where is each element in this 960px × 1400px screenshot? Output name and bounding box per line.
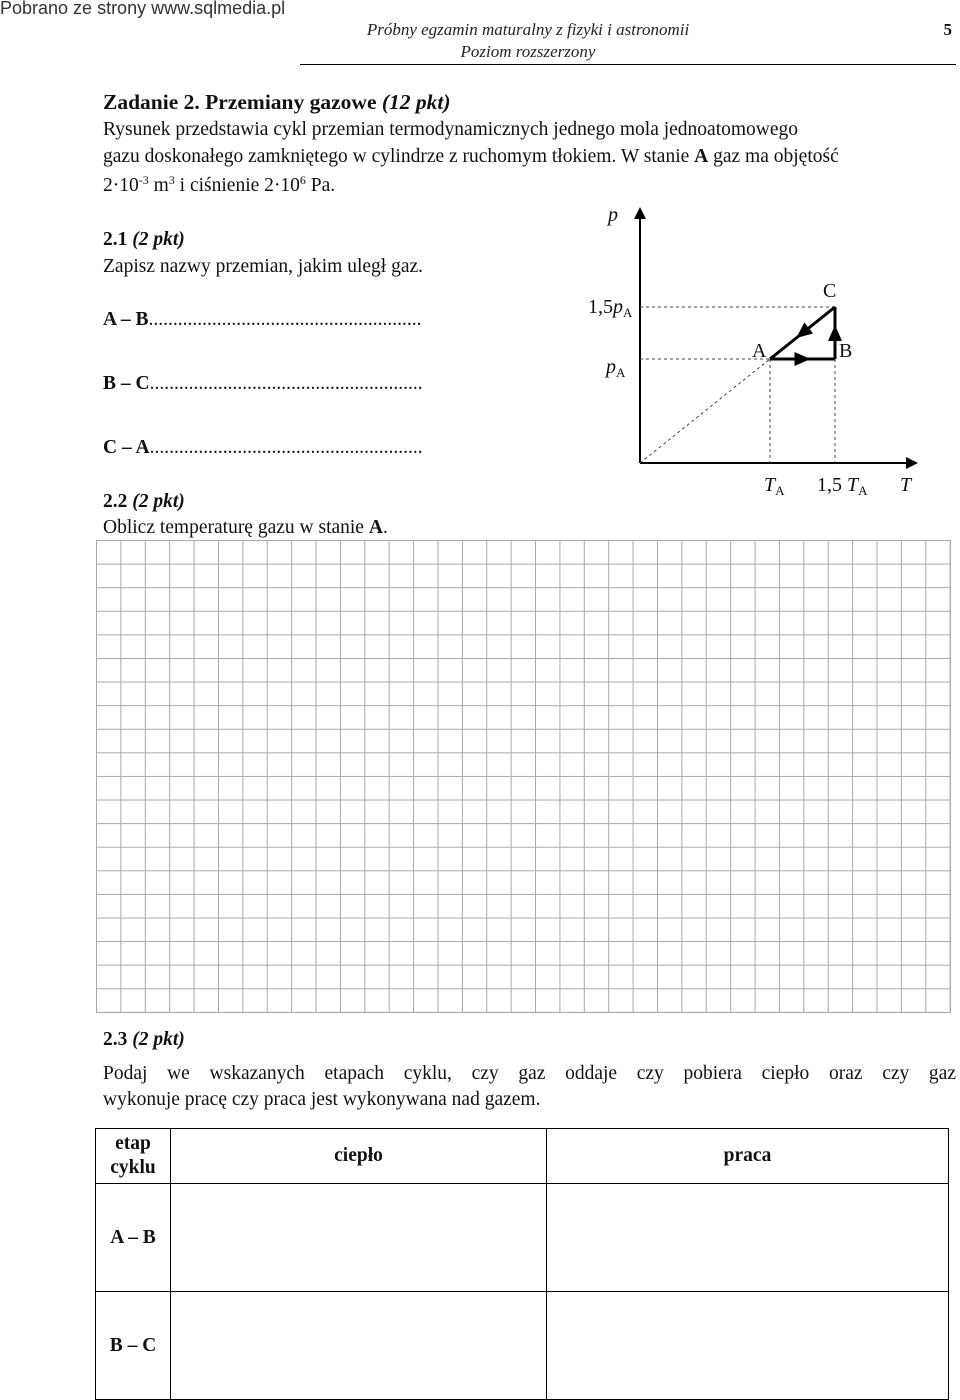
cell-work-b-c[interactable] — [547, 1292, 949, 1400]
point-label-a: A — [752, 340, 767, 362]
segment-a-b-arrow — [795, 352, 811, 366]
table-row — [96, 1184, 949, 1292]
tick-low-pressure: $p_A$ — [606, 356, 626, 380]
tick-temp-b: 1,5 $T_A$ — [817, 474, 868, 498]
row-stage-b-c: B – C — [96, 1292, 171, 1400]
header-divider — [300, 64, 956, 65]
subtask-2-3-points: (2 pkt) — [132, 1029, 185, 1050]
volume-unit-exponent: 3 — [168, 173, 175, 187]
segment-b-c-arrow — [828, 325, 842, 341]
task-title — [103, 92, 451, 114]
point-label-b: B — [839, 340, 853, 362]
volume-mantissa: 2·10 — [103, 175, 139, 196]
answer-line-c-a[interactable] — [103, 438, 423, 458]
diagram-labels — [588, 204, 913, 498]
answer-label-b-c: B – C — [103, 373, 150, 394]
subtask-2-3-line-2: wykonuje pracę czy praca jest wykonywana nad gazem. — [103, 1089, 541, 1110]
answer-grid[interactable] — [96, 540, 951, 1013]
intro-state-label: A — [694, 146, 709, 167]
subtask-2-2-points: (2 pkt) — [132, 491, 185, 512]
subtask-2-1-title — [103, 230, 185, 250]
cycle-path — [770, 307, 842, 366]
answer-label-c-a: C – A — [103, 437, 150, 458]
exam-level: Poziom rozszerzony — [460, 42, 596, 61]
answer-table — [95, 1128, 949, 1400]
p-axis-label: p — [608, 204, 618, 226]
cell-heat-a-b[interactable] — [171, 1184, 547, 1292]
subtask-2-2-instruction-end: . — [382, 517, 388, 538]
answer-line-a-b[interactable] — [103, 310, 422, 330]
page-number: 5 — [943, 20, 952, 39]
subtask-2-2-title — [103, 492, 185, 512]
subtask-2-3-number: 2.3 — [103, 1029, 133, 1050]
answer-line-b-c[interactable] — [103, 374, 423, 394]
intro-line-3 — [103, 173, 336, 196]
answer-dots-b-c: ........................................................ — [149, 373, 423, 394]
volume-unit: m — [148, 175, 169, 196]
source-watermark: Pobrano ze strony www.sqlmedia.pl — [0, 0, 286, 18]
row-stage-a-b: A – B — [96, 1184, 171, 1292]
t-axis-label: T — [900, 474, 912, 496]
task-title-text: Zadanie 2. Przemiany gazowe — [103, 90, 382, 114]
exam-title: Próbny egzamin maturalny z fizyki i astronomii — [366, 20, 690, 39]
cell-heat-b-c[interactable] — [171, 1292, 547, 1400]
header-heat: ciepło — [171, 1129, 547, 1184]
subtask-2-3-title — [103, 1030, 185, 1050]
point-label-c: C — [823, 280, 837, 302]
intro-line-2-end: gaz ma objętość — [708, 146, 839, 167]
pressure-unit: Pa. — [305, 175, 336, 196]
subtask-2-3-line-1: Podaj we wskazanych etapach cyklu, czy gaz oddaje czy pobiera ciepło oraz czy gaz — [103, 1063, 956, 1084]
pressure-mantissa: i ciśnienie 2·10 — [174, 175, 300, 196]
volume-exponent: -3 — [138, 173, 149, 187]
subtask-2-2-number: 2.2 — [103, 491, 133, 512]
tick-temp-a: $T_A$ — [764, 474, 785, 498]
subtask-2-2-state-label: A — [368, 517, 383, 538]
axes — [640, 209, 916, 463]
subtask-2-2-instruction — [103, 518, 388, 538]
cell-work-a-b[interactable] — [547, 1184, 949, 1292]
table-row — [96, 1292, 949, 1400]
table-header-row — [96, 1129, 949, 1184]
subtask-2-2-instruction-text: Oblicz temperaturę gazu w stanie — [103, 517, 369, 538]
subtask-2-1-points: (2 pkt) — [132, 229, 185, 250]
subtask-2-1-number: 2.1 — [103, 229, 133, 250]
intro-line-2-text: gazu doskonałego zamkniętego w cylindrze z ruchomym tłokiem. W stanie — [103, 146, 695, 167]
answer-dots-a-b: ........................................................ — [148, 309, 422, 330]
guide-origin-line — [640, 359, 770, 463]
intro-line-2 — [103, 147, 839, 167]
answer-label-a-b: A – B — [103, 309, 149, 330]
task-points: (12 pkt) — [381, 90, 451, 114]
tick-high-pressure: $1,5p_A$ — [588, 296, 633, 320]
header-work: praca — [547, 1129, 949, 1184]
p-t-cycle-diagram — [560, 195, 940, 505]
answer-dots-c-a: ........................................................ — [149, 437, 423, 458]
pressure-exponent: 6 — [299, 173, 306, 187]
subtask-2-1-instruction: Zapisz nazwy przemian, jakim uległ gaz. — [103, 256, 423, 277]
header-stage: etap cyklu — [96, 1129, 171, 1184]
intro-line-1: Rysunek przedstawia cykl przemian termodynamicznych jednego mola jednoatomowego — [103, 119, 799, 140]
